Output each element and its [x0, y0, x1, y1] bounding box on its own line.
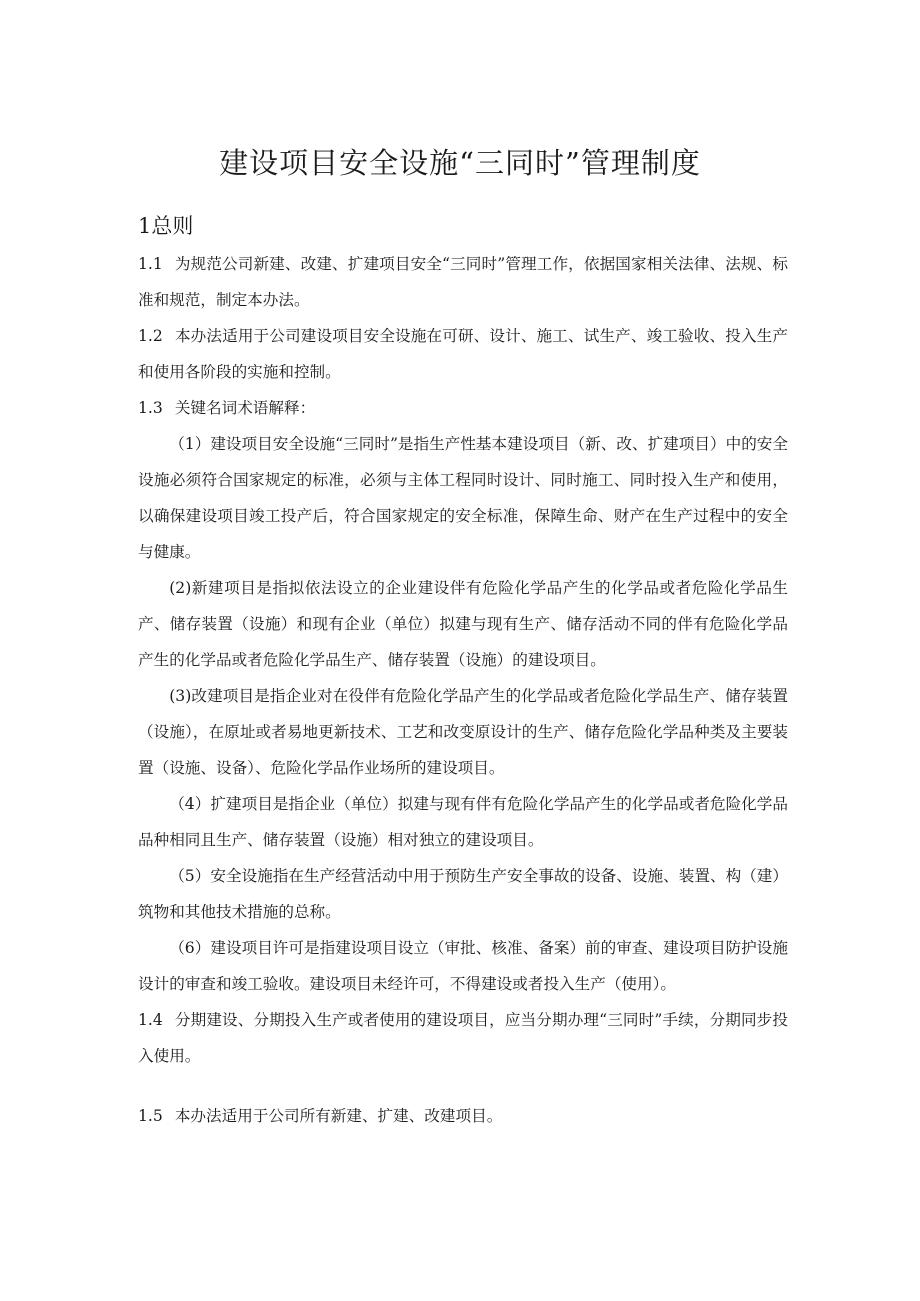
- definition-item: （5）安全设施指在生产经营活动中用于预防生产安全事故的设备、设施、装置、构（建）筑物和其他技术措施的总称。: [138, 867, 788, 921]
- clause-number: 1.5: [138, 1107, 163, 1125]
- clause-1-3: [138, 390, 788, 426]
- clause-1-4: [138, 1002, 788, 1074]
- definition-item: (3)改建项目是指企业对在役伴有危险化学品产生的化学品或者危险化学品生产、储存装置（设施），在原址或者易地更新技术、工艺和改变原设计的生产、储存危险化学品种类及主要装置（设施、设备）、危险化学品作业场所的建设项目。: [138, 687, 788, 777]
- definition-item: （6）建设项目许可是指建设项目设立（审批、核准、备案）前的审查、建设项目防护设施设计的审查和竣工验收。建设项目未经许可，不得建设或者投入生产（使用）。: [138, 939, 788, 993]
- clause-1-1: [138, 246, 788, 318]
- definition-item: (2)新建项目是指拟依法设立的企业建设伴有危险化学品产生的化学品或者危险化学品生产、储存装置（设施）和现有企业（单位）拟建与现有生产、储存活动不同的伴有危险化学品产生的化学品或者危险化学品生产、储存装置（设施）的建设项目。: [138, 579, 788, 669]
- section-heading: 1总则: [138, 214, 194, 238]
- clause-number: 1.2: [138, 327, 163, 345]
- clause-number: 1.4: [138, 1011, 163, 1029]
- clause-text: 本办法适用于公司所有新建、扩建、改建项目。: [174, 1107, 503, 1125]
- clause-1-5: [138, 1098, 788, 1134]
- clause-text: 本办法适用于公司建设项目安全设施在可研、设计、施工、试生产、竣工验收、投入生产和使用各阶段的实施和控制。: [138, 327, 788, 381]
- clause-number: 1.1: [138, 255, 163, 273]
- clause-1-2: [138, 318, 788, 390]
- clause-text: 分期建设、分期投入生产或者使用的建设项目，应当分期办理“三同时”手续，分期同步投入使用。: [138, 1011, 788, 1065]
- document-title: 建设项目安全设施“三同时”管理制度: [219, 146, 701, 180]
- definition-item: （1）建设项目安全设施“三同时”是指生产性基本建设项目（新、改、扩建项目）中的安全设施必须符合国家规定的标准，必须与主体工程同时设计、同时施工、同时投入生产和使用，以确保建设项目竣工投产后，符合国家规定的安全标准，保障生命、财产在生产过程中的安全与健康。: [138, 435, 788, 561]
- clause-text: 关键名词术语解释：: [174, 399, 316, 417]
- clause-text: 为规范公司新建、改建、扩建项目安全“三同时”管理工作，依据国家相关法律、法规、标准和规范，制定本办法。: [138, 255, 788, 309]
- clause-number: 1.3: [138, 399, 163, 417]
- definition-item: （4）扩建项目是指企业（单位）拟建与现有伴有危险化学品产生的化学品或者危险化学品品种相同且生产、储存装置（设施）相对独立的建设项目。: [138, 795, 788, 849]
